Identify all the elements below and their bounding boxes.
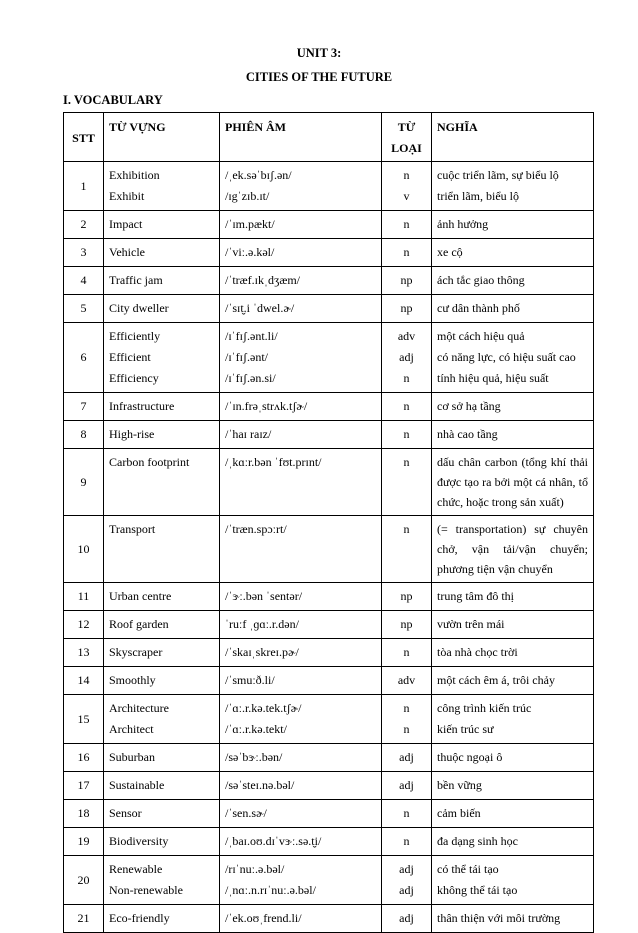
vocab-word-cell — [104, 267, 220, 295]
phonetic: /ˈek.oʊˌfrend.li/ — [225, 911, 302, 925]
header-pos — [382, 113, 432, 162]
meaning: không thể tái tạo — [437, 883, 518, 897]
word-type-cell — [382, 667, 432, 695]
vocab-word: Suburban — [109, 750, 155, 764]
meaning: một cách hiệu quả — [437, 329, 525, 343]
phonetic-cell — [220, 800, 382, 828]
vocab-word: Traffic jam — [109, 273, 163, 287]
phonetic: /ˈsen.sɚ/ — [225, 806, 267, 820]
meaning-cell — [432, 695, 594, 744]
unit-heading: UNIT 3: — [296, 46, 342, 60]
meaning: trung tâm đô thị — [437, 589, 514, 603]
word-type: n — [403, 722, 410, 736]
phonetic-cell — [220, 856, 382, 905]
meaning: thân thiện với môi trường — [437, 911, 561, 925]
meaning: có thể tái tạo — [437, 862, 499, 876]
phonetic: /ˌek.səˈbɪʃ.ən/ — [225, 168, 292, 182]
word-type-cell — [382, 323, 432, 393]
vocab-word: Impact — [109, 217, 143, 231]
word-type: np — [400, 589, 413, 603]
phonetic: /ˈɑː.r.kə.tekt/ — [225, 722, 287, 736]
meaning: cuộc triển lãm, sự biểu lộ — [437, 168, 559, 182]
meaning: đa dạng sinh học — [437, 834, 518, 848]
phonetic-cell — [220, 611, 382, 639]
row-number: 1 — [64, 162, 104, 211]
vocab-word: Efficiency — [109, 371, 159, 385]
meaning-cell — [432, 393, 594, 421]
vocab-word: City dweller — [109, 301, 169, 315]
vocab-word: Infrastructure — [109, 399, 175, 413]
phonetic-cell — [220, 828, 382, 856]
row-number: 20 — [64, 856, 104, 905]
table-row — [64, 800, 594, 828]
vocab-word: Non-renewable — [109, 883, 183, 897]
phonetic: /ˈsmuːð.li/ — [225, 673, 275, 687]
phonetic: /ˈɑː.r.kə.tek.tʃɚ/ — [225, 701, 302, 715]
table-header-row — [64, 113, 594, 162]
phonetic: /səˈbɝː.bən/ — [225, 750, 283, 764]
vocab-word: High-rise — [109, 427, 155, 441]
word-type-cell — [382, 611, 432, 639]
vocabulary-table — [63, 112, 594, 933]
phonetic: /səˈsteɪ.nə.bəl/ — [225, 778, 295, 792]
vocab-word-cell — [104, 856, 220, 905]
phonetic-cell — [220, 583, 382, 611]
meaning-cell — [432, 211, 594, 239]
vocab-word: Skyscraper — [109, 645, 163, 659]
word-type: np — [400, 273, 413, 287]
meaning: cư dân thành phố — [437, 301, 520, 315]
section-heading: I. VOCABULARY — [63, 93, 163, 107]
header-ipa: PHIÊN ÂM — [220, 113, 382, 162]
table-row — [64, 295, 594, 323]
meaning-cell — [432, 667, 594, 695]
vocab-word: Eco-friendly — [109, 911, 170, 925]
phonetic-cell — [220, 667, 382, 695]
phonetic: /ɪgˈzɪb.ɪt/ — [225, 189, 270, 203]
table-row — [64, 667, 594, 695]
row-number: 18 — [64, 800, 104, 828]
row-number: 14 — [64, 667, 104, 695]
meaning: nhà cao tầng — [437, 427, 498, 441]
header-pos-line2: LOẠI — [391, 141, 422, 155]
phonetic-cell — [220, 905, 382, 933]
word-type: np — [400, 617, 413, 631]
vocab-word-cell — [104, 667, 220, 695]
word-type: n — [403, 168, 410, 182]
word-type-cell — [382, 421, 432, 449]
word-type: n — [403, 806, 410, 820]
word-type: n — [403, 371, 410, 385]
phonetic-cell — [220, 295, 382, 323]
page-title: CITIES OF THE FUTURE — [245, 70, 393, 84]
table-row — [64, 611, 594, 639]
vocab-word-cell — [104, 583, 220, 611]
word-type-cell — [382, 695, 432, 744]
vocab-word: Roof garden — [109, 617, 169, 631]
meaning: kiến trúc sư — [437, 722, 494, 736]
word-type: n — [403, 645, 410, 659]
vocab-word-cell — [104, 772, 220, 800]
meaning: ảnh hưởng — [437, 217, 489, 231]
phonetic: /ˌnɑː.n.rɪˈnuː.ə.bəl/ — [225, 883, 316, 897]
row-number: 10 — [64, 516, 104, 583]
meaning-cell — [432, 905, 594, 933]
vocab-word-cell — [104, 211, 220, 239]
word-type-cell — [382, 393, 432, 421]
phonetic-cell — [220, 772, 382, 800]
vocab-word: Smoothly — [109, 673, 156, 687]
meaning-cell — [432, 267, 594, 295]
meaning: cơ sở hạ tầng — [437, 399, 501, 413]
word-type-cell — [382, 639, 432, 667]
vocab-word: Sensor — [109, 806, 142, 820]
phonetic-cell — [220, 449, 382, 516]
meaning: thuộc ngoại ô — [437, 750, 503, 764]
vocab-word-cell — [104, 295, 220, 323]
vocab-word: Exhibition — [109, 168, 160, 182]
meaning: ách tắc giao thông — [437, 273, 525, 287]
meaning: xe cộ — [437, 245, 463, 259]
meaning: cảm biến — [437, 806, 481, 820]
meaning: bền vững — [437, 778, 482, 792]
vocab-word: Urban centre — [109, 589, 172, 603]
meaning-cell — [432, 744, 594, 772]
table-row — [64, 323, 594, 393]
meaning: dấu chân carbon (tổng khí thải được tạo ra bởi một cá nhân, tổ chức, hoặc trong sản xuất) — [437, 455, 588, 509]
vocab-word-cell — [104, 639, 220, 667]
word-type-cell — [382, 772, 432, 800]
table-row — [64, 449, 594, 516]
meaning-cell — [432, 421, 594, 449]
meaning-cell — [432, 516, 594, 583]
phonetic: /ˈhaɪ raɪz/ — [225, 427, 272, 441]
row-number: 13 — [64, 639, 104, 667]
phonetic: /ˈɝː.bən ˈsentər/ — [225, 589, 303, 603]
word-type: n — [403, 834, 410, 848]
row-number: 5 — [64, 295, 104, 323]
phonetic: /ˌbaɪ.oʊ.dɪˈvɝː.sə.t̬i/ — [225, 834, 322, 848]
table-row — [64, 239, 594, 267]
phonetic-cell — [220, 239, 382, 267]
meaning: tính hiệu quả, hiệu suất — [437, 371, 549, 385]
word-type: adj — [399, 750, 414, 764]
phonetic-cell — [220, 639, 382, 667]
vocab-word: Transport — [109, 522, 156, 536]
word-type: adj — [399, 778, 414, 792]
vocab-word: Architecture — [109, 701, 169, 715]
word-type: np — [400, 301, 413, 315]
vocab-word-cell — [104, 449, 220, 516]
meaning-cell — [432, 772, 594, 800]
phonetic: /ˈtræn.spɔːrt/ — [225, 522, 287, 536]
meaning: triển lãm, biểu lộ — [437, 189, 519, 203]
phonetic: /ɪˈfɪʃ.ənt.li/ — [225, 329, 278, 343]
table-row — [64, 267, 594, 295]
header-pos-line1: TỪ — [397, 120, 416, 134]
meaning: tòa nhà chọc trời — [437, 645, 518, 659]
phonetic-cell — [220, 421, 382, 449]
vocab-word: Carbon footprint — [109, 455, 190, 469]
table-row — [64, 393, 594, 421]
vocab-word: Biodiversity — [109, 834, 169, 848]
table-row — [64, 905, 594, 933]
word-type-cell — [382, 162, 432, 211]
table-row — [64, 772, 594, 800]
header-meaning: NGHĨA — [432, 113, 594, 162]
row-number: 2 — [64, 211, 104, 239]
phonetic: /ɪˈfɪʃ.ən.si/ — [225, 371, 276, 385]
meaning-cell — [432, 639, 594, 667]
vocab-word: Efficiently — [109, 329, 161, 343]
meaning-cell — [432, 828, 594, 856]
vocab-word-cell — [104, 421, 220, 449]
phonetic: /ˈɪm.pækt/ — [225, 217, 275, 231]
meaning-cell — [432, 800, 594, 828]
table-row — [64, 856, 594, 905]
vocab-word-cell — [104, 516, 220, 583]
word-type-cell — [382, 295, 432, 323]
word-type-cell — [382, 267, 432, 295]
word-type: n — [403, 427, 410, 441]
table-row — [64, 516, 594, 583]
row-number: 16 — [64, 744, 104, 772]
word-type: adv — [397, 329, 416, 343]
meaning-cell — [432, 856, 594, 905]
phonetic-cell — [220, 744, 382, 772]
word-type-cell — [382, 744, 432, 772]
word-type-cell — [382, 583, 432, 611]
meaning-cell — [432, 323, 594, 393]
phonetic: ˈruːf ˌɡɑː.r.dən/ — [225, 617, 299, 631]
vocab-word: Exhibit — [109, 189, 145, 203]
vocab-word: Renewable — [109, 862, 163, 876]
table-row — [64, 162, 594, 211]
meaning: vườn trên mái — [437, 617, 505, 631]
phonetic-cell — [220, 516, 382, 583]
table-row — [64, 583, 594, 611]
phonetic: /ˈviː.ə.kəl/ — [225, 245, 275, 259]
word-type: n — [403, 701, 410, 715]
phonetic-cell — [220, 211, 382, 239]
word-type: n — [403, 522, 410, 536]
phonetic-cell — [220, 323, 382, 393]
phonetic: /ˌkɑːr.bən ˈfʊt.prɪnt/ — [225, 455, 322, 469]
meaning-cell — [432, 239, 594, 267]
vocab-word-cell — [104, 744, 220, 772]
word-type: n — [403, 217, 410, 231]
phonetic-cell — [220, 162, 382, 211]
vocab-word-cell — [104, 323, 220, 393]
phonetic: /ˈtræf.ɪkˌdʒæm/ — [225, 273, 300, 287]
row-number: 21 — [64, 905, 104, 933]
word-type: adv — [397, 673, 416, 687]
table-row — [64, 828, 594, 856]
header-word: TỪ VỰNG — [104, 113, 220, 162]
row-number: 12 — [64, 611, 104, 639]
word-type-cell — [382, 449, 432, 516]
row-number: 15 — [64, 695, 104, 744]
vocab-word-cell — [104, 800, 220, 828]
word-type: n — [403, 455, 410, 469]
phonetic: /ˈskaɪˌskreɪ.pɚ/ — [225, 645, 299, 659]
phonetic: /ˈsɪt̬.i ˈdwel.ɚ/ — [225, 301, 295, 315]
phonetic-cell — [220, 393, 382, 421]
word-type: adj — [399, 862, 414, 876]
phonetic-cell — [220, 695, 382, 744]
vocab-word-cell — [104, 239, 220, 267]
meaning-cell — [432, 583, 594, 611]
word-type: v — [403, 189, 410, 203]
header-stt: STT — [64, 113, 104, 162]
meaning: có năng lực, có hiệu suất cao — [437, 350, 576, 364]
word-type: adj — [399, 883, 414, 897]
word-type-cell — [382, 828, 432, 856]
meaning-cell — [432, 611, 594, 639]
table-row — [64, 639, 594, 667]
row-number: 9 — [64, 449, 104, 516]
word-type: n — [403, 245, 410, 259]
word-type: n — [403, 399, 410, 413]
row-number: 7 — [64, 393, 104, 421]
meaning-cell — [432, 295, 594, 323]
meaning: (= transportation) sự chuyên chở, vận tải/vận chuyển; phương tiện vận chuyển — [437, 522, 588, 576]
table-row — [64, 695, 594, 744]
vocab-word-cell — [104, 695, 220, 744]
row-number: 6 — [64, 323, 104, 393]
row-number: 19 — [64, 828, 104, 856]
table-row — [64, 211, 594, 239]
word-type-cell — [382, 239, 432, 267]
row-number: 4 — [64, 267, 104, 295]
vocab-word-cell — [104, 905, 220, 933]
meaning: một cách êm á, trôi chảy — [437, 673, 555, 687]
meaning: công trình kiến trúc — [437, 701, 532, 715]
word-type: adj — [399, 911, 414, 925]
vocab-word: Efficient — [109, 350, 151, 364]
phonetic: /ɪˈfɪʃ.ənt/ — [225, 350, 268, 364]
table-row — [64, 744, 594, 772]
word-type: adj — [399, 350, 414, 364]
word-type-cell — [382, 211, 432, 239]
table-row — [64, 421, 594, 449]
phonetic: /rɪˈnuː.ə.bəl/ — [225, 862, 285, 876]
vocab-word: Architect — [109, 722, 154, 736]
phonetic-cell — [220, 267, 382, 295]
row-number: 3 — [64, 239, 104, 267]
row-number: 11 — [64, 583, 104, 611]
vocab-word-cell — [104, 162, 220, 211]
meaning-cell — [432, 162, 594, 211]
word-type-cell — [382, 905, 432, 933]
vocab-word-cell — [104, 611, 220, 639]
row-number: 17 — [64, 772, 104, 800]
phonetic: /ˈɪn.frəˌstrʌk.tʃɚ/ — [225, 399, 308, 413]
vocab-word: Sustainable — [109, 778, 165, 792]
word-type-cell — [382, 516, 432, 583]
vocab-word: Vehicle — [109, 245, 145, 259]
meaning-cell — [432, 449, 594, 516]
row-number: 8 — [64, 421, 104, 449]
word-type-cell — [382, 856, 432, 905]
vocab-word-cell — [104, 393, 220, 421]
vocab-word-cell — [104, 828, 220, 856]
word-type-cell — [382, 800, 432, 828]
